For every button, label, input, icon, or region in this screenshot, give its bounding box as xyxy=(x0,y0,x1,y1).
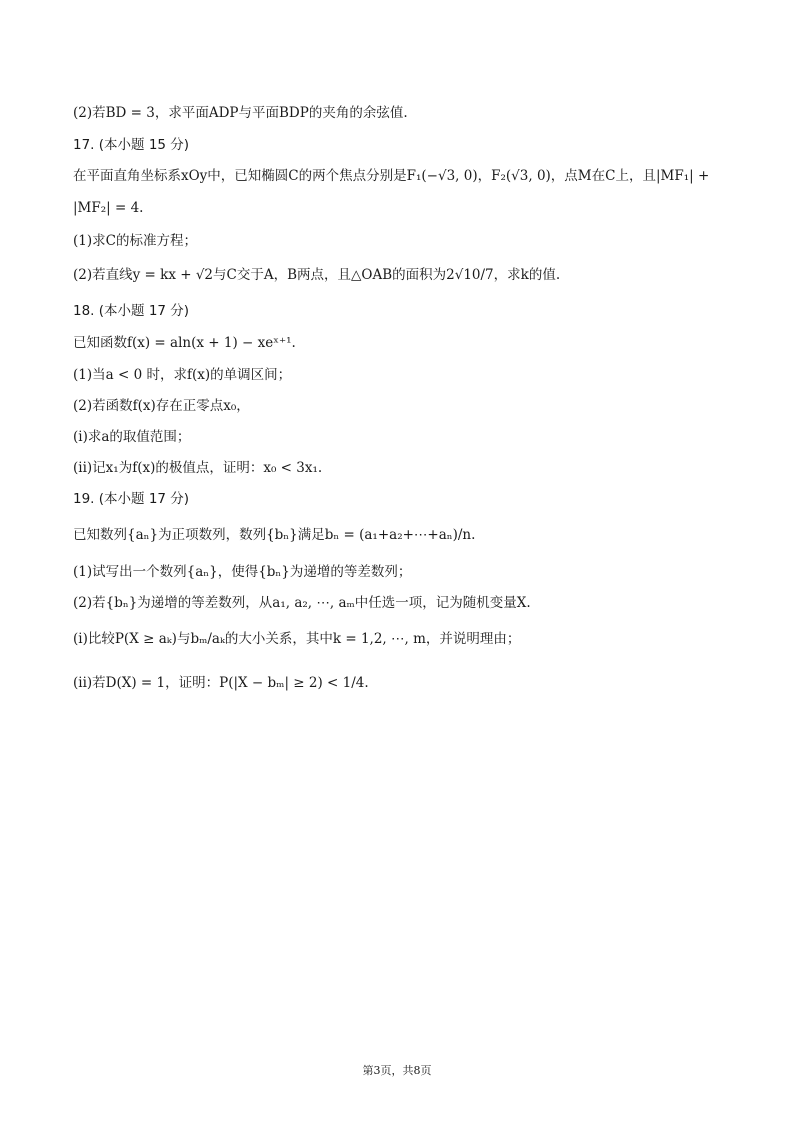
question-17-stem-line-1: 在平面直角坐标系xOy中，已知椭圆C的两个焦点分别是F₁(−√3, 0)，F₂(√3, 0)，点M在C上，且|MF₁| + xyxy=(73,168,710,184)
page-footer: 第3页，共8页 xyxy=(362,1064,432,1077)
question-19-stem: 已知数列{aₙ}为正项数列，数列{bₙ}满足bₙ = (a₁+a₂+⋯+aₙ)/n. xyxy=(73,527,476,543)
question-18-part-2: (2)若函数f(x)存在正零点x₀， xyxy=(73,398,250,414)
question-19-part-2-ii: (ii)若D(X) = 1，证明：P(|X − bₘ| ≥ 2) < 1/4. xyxy=(73,675,369,691)
question-19-heading: 19. (本小题 17 分) xyxy=(73,491,190,507)
question-19-part-2: (2)若{bₙ}为递增的等差数列，从a₁, a₂, ⋯, aₘ中任选一项，记为随机变量X. xyxy=(73,595,531,611)
question-18-part-1: (1)当a < 0 时，求f(x)的单调区间； xyxy=(73,367,292,383)
question-18-stem: 已知函数f(x) = aln(x + 1) − xeˣ⁺¹. xyxy=(73,335,296,351)
question-18-part-2-ii: (ii)记x₁为f(x)的极值点，证明：x₀ < 3x₁. xyxy=(73,460,323,476)
question-16-part-2: (2)若BD = 3，求平面ADP与平面BDP的夹角的余弦值. xyxy=(73,105,408,121)
question-17-heading: 17. (本小题 15 分) xyxy=(73,137,190,153)
question-17-part-2: (2)若直线y = kx + √2与C交于A，B两点，且△OAB的面积为2√10/7，求k的值. xyxy=(73,267,561,283)
question-17-stem-line-2: |MF₂| = 4. xyxy=(73,200,144,216)
question-19-part-2-i: (i)比较P(X ≥ aₖ)与bₘ/aₖ的大小关系，其中k = 1,2, ⋯, m，并说明理由； xyxy=(73,631,521,647)
question-19-part-1: (1)试写出一个数列{aₙ}，使得{bₙ}为递增的等差数列； xyxy=(73,564,412,580)
question-18-part-2-i: (i)求a的取值范围； xyxy=(73,429,191,445)
question-17-part-1: (1)求C的标准方程； xyxy=(73,233,197,249)
question-18-heading: 18. (本小题 17 分) xyxy=(73,303,190,319)
